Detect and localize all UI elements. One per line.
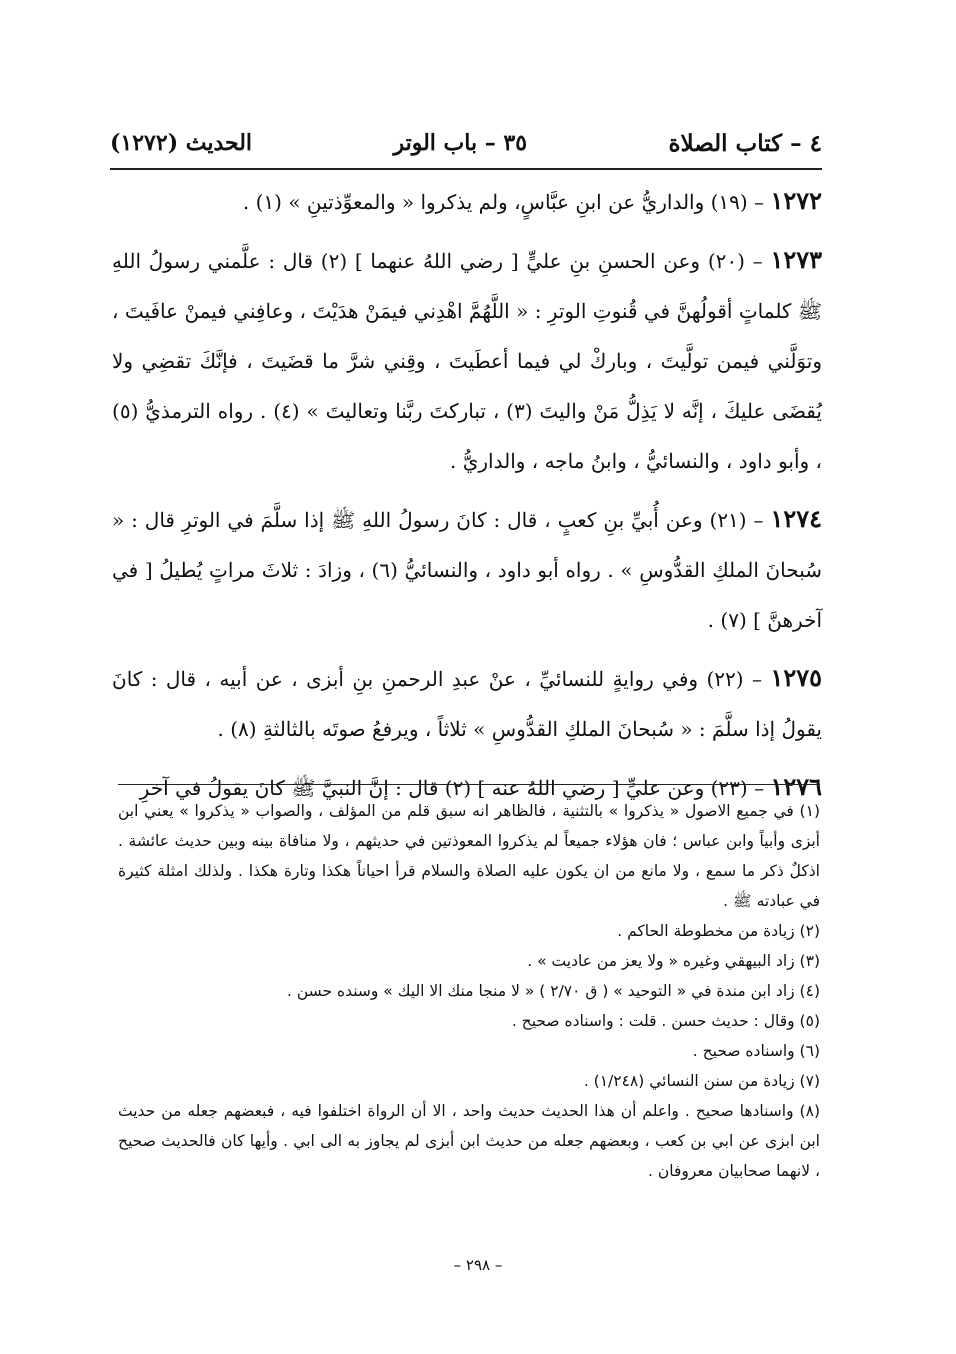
footnote: (٢) زيادة من مخطوطة الحاكم . [617,922,820,940]
hadith-number: ١٢٧٤ [770,504,822,533]
hadith-paragraph [112,176,822,227]
footnote: (٨) واسنادها صحيح . واعلم أن هذا الحديث حديث واحد ، الا أن الرواة اختلفوا فيه ، فبعضهم جعله من حديث ابن ابزى عن ابي بن كعب ، وبعضهم جعله من حديث ابن أبزى لم يجاوز به الى ابي . وأيها كان فالحديث صحيح ، لانهما صحابيان معروفان . [118,1102,820,1180]
footnote: (٥) وقال : حديث حسن . قلت : واسناده صحيح . [511,1012,820,1030]
hadith-number: ١٢٧٣ [770,245,822,274]
chapter-title: ٤ – كتاب الصلاة [668,129,822,157]
hadith-text: – (٢٣) وعن عليٍّ [ رضي اللهُ عنه ] (٢) قال : إنَّ النبيَّ ﷺ كانَ يقولُ في آخرِ [139,776,765,800]
footnote: (٣) زاد البيهقي وغيره « ولا يعز من عاديت » . [527,952,820,970]
footnote: (٧) زيادة من سنن النسائي (١/٢٤٨) . [583,1072,820,1090]
hadith-number: ١٢٧٥ [770,663,822,692]
footnotes [118,796,820,1186]
hadith-text: – (٢٢) وفي روايةٍ للنسائيِّ ، عنْ عبدِ الرحمنِ بنِ أبزى ، عن أبيه ، قال : كانَ يقولُ إذا سلَّمَ : « سُبحانَ الملكِ القدُّوسِ » ثلاثاً ، ويرفعُ صوتَه بالثالثةِ (٨) . [112,667,822,741]
hadith-reference: الحديث (١٢٧٢) [110,130,253,156]
hadith-paragraph [112,235,822,486]
footnote: (٤) زاد ابن مندة في « التوحيد » ( ق ٢/٧٠ ) « لا منجا منك الا اليك » وسنده حسن . [286,982,820,1000]
footnote: (١) في جميع الاصول « يذكروا » بالتثنية ، فالظاهر انه سبق قلم من المؤلف ، والصواب « يذكروا » يعني ابن أبزى وأبياً وابن عباس ؛ فان هؤلاء جميعاً لم يذكروا المعوذتين في حديثهم ، ولا منافاة بينه وبين حديث عائشة . اذكلٌ ذكر ما سمع ، ولا مانع من ان يكون عليه الصلاة والسلام قرأ احياناً هكذا وتارة هكذا . ولذلك امثلة كثيرة في عبادته ﷺ . [118,802,820,910]
section-title: ٣٥ – باب الوتر [393,130,528,156]
page-number: – ٢٩٨ – [453,1256,503,1274]
footnote: (٦) واسناده صحيح . [692,1042,820,1060]
hadith-text: – (١٩) والداريُّ عن ابنِ عبَّاسٍ، ولم يذكروا « والمعوِّذتينِ » (١) . [242,190,765,214]
header-rule [110,168,822,170]
hadith-text: – (٢٠) وعن الحسنِ بنِ عليٍّ [ رضي اللهُ عنهما ] (٢) قال : علَّمني رسولُ اللهِ ﷺ كلماتٍ أقولُهنَّ في قُنوتِ الوترِ : « اللَّهُمَّ اهْدِني فيمَنْ هدَيْتَ ، وعافِني فيمنْ عافَيتَ ، وتوَلَّني فيمن تولَّيتَ ، وباركْ لي فيما أعطَيتَ ، وقِني شرَّ ما قضَيتَ ، فإنَّكَ تقضِي ولا يُقضَى عليكَ ، إنَّه لا يَذِلُّ مَنْ واليتَ (٣) ، تباركتَ ربَّنا وتعاليتَ » (٤) . رواه الترمذيُّ (٥) ، وأبو داود ، والنسائيُّ ، وابنُ ماجه ، والداريُّ . [112,249,822,473]
hadith-paragraph [112,653,822,754]
hadith-number: ١٢٧٦ [770,772,822,801]
hadith-paragraph [112,494,822,645]
hadith-text: – (٢١) وعن أُبيِّ بنِ كعبٍ ، قال : كانَ رسولُ اللهِ ﷺ إذا سلَّمَ في الوترِ قال : « سُبحانَ الملكِ القدُّوسِ » . رواه أبو داود ، والنسائيُّ (٦) ، وزادَ : ثلاثَ مراتٍ يُطيلُ [ في آخرهنَّ ] (٧) . [112,508,822,632]
page-header [110,118,822,168]
hadith-number: ١٢٧٢ [770,186,822,215]
footnote-rule [118,784,820,785]
main-text [112,176,822,821]
